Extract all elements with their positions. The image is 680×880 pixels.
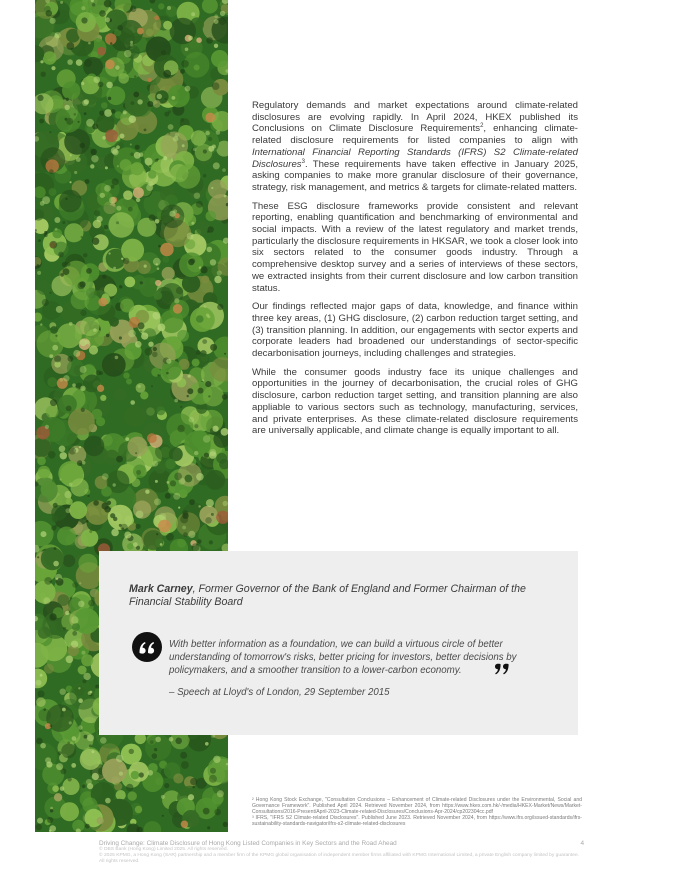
quote-text: With better information as a foundation, we can build a virtuous circle of better understanding of tomorrow's risks, better pricing for investors, better decisions by policymakers, and a smoother transition to a lower-carbon economy. bbox=[169, 639, 517, 676]
paragraph-1: Regulatory demands and market expectations around climate-related disclosures are evolving rapidly. In April 2024, HKEX published its Conclusions on Climate Disclosure Requirements$^2$, enhancing climate-related disclosure requirements for listed companies to align with International Financial Reporting Standards (IFRS) S2 Climate-related Disclosures$^3$. These requirements have taken effective in January 2025, asking companies to make more granular disclosure of their governance, strategy, risk management, and metrics & targets for climate-related matters. bbox=[252, 100, 579, 193]
intro-text bbox=[252, 100, 578, 444]
speaker-title: , Former Governor of the Bank of England and Former Chairman of the Financial Stability Board bbox=[129, 583, 526, 608]
page-number: 4 bbox=[580, 840, 584, 847]
page-footer bbox=[99, 840, 584, 865]
paragraph-4: While the consumer goods industry face its unique challenges and opportunities in the journey of decarbonisation, the crucial roles of GHG disclosure, carbon reduction target setting, and transition planning are also appliable to various sectors such as technology, manufacturing, services, and private enterprises. As these climate-related disclosure requirements are universally applicable, and climate change is equally important to all. bbox=[252, 366, 578, 437]
quote-box bbox=[99, 551, 578, 735]
footnote-3: ³ IFRS, "IFRS S2 Climate-related Disclosures". Published June 2023. Retrieved November 2024, from https://www.ifrs.org/issued-standards/ifrs-sustainability-standards-navigator/ifrs-s2-climate-related-disclosures bbox=[252, 815, 582, 828]
footer-report-title: Driving Change: Climate Disclosure of Hong Kong Listed Companies in Key Sectors and the Road Ahead bbox=[99, 840, 397, 847]
paragraph-3: Our findings reflected major gaps of data, knowledge, and finance within three key areas, (1) GHG disclosure, (2) carbon reduction target setting, and (3) transition planning. In addition, our engagements with sector experts and corporate leaders had broadened our understandings of sector-specific decarbonisation journeys, including challenges and strategies. bbox=[252, 301, 578, 360]
footnote-2: ² Hong Kong Stock Exchange, "Consultation Conclusions – Enhancement of Climate-related Disclosures under the Environmental, Social and Governance Framework". Published April 2024. Retrieved November 2024, from https://www.hkex.com.hk/-/media/HKEX-Market/News/Market-Consultations/2016-Present/April-2023-Climate-related-Disclosures/Conclusions-Apr-2024/cp202304cc.pdf bbox=[252, 797, 582, 816]
footer-copyright-dbs: © DBS Bank (Hong Kong) Limited 2025. All rights reserved. bbox=[99, 847, 228, 853]
quote-close-icon bbox=[494, 663, 510, 677]
quote-open-icon bbox=[132, 632, 162, 662]
quote-attribution bbox=[129, 583, 549, 609]
speaker-name: Mark Carney bbox=[129, 583, 193, 595]
quote-source: – Speech at Lloyd's of London, 29 September 2015 bbox=[169, 687, 390, 698]
footnotes bbox=[252, 797, 582, 827]
footer-copyright-kpmg: © 2025 KPMG, a Hong Kong (SAR) partnership and a member firm of the KPMG global organisation of independent member firms affiliated with KPMG International Limited, a private English company limited by guarantee. All rights reserved. bbox=[99, 853, 580, 865]
paragraph-2: These ESG disclosure frameworks provide consistent and relevant reporting, enabling quantification and benchmarking of environmental and social impacts. With a review of the latest regulatory and market trends, particularly the disclosure requirements in HKSAR, we took a closer look into six sectors related to the consumer goods industry. Through a comprehensive desktop survey and a series of interviews of these sectors, we extracted insights from their current disclosure and low carbon transition status. bbox=[252, 200, 578, 294]
